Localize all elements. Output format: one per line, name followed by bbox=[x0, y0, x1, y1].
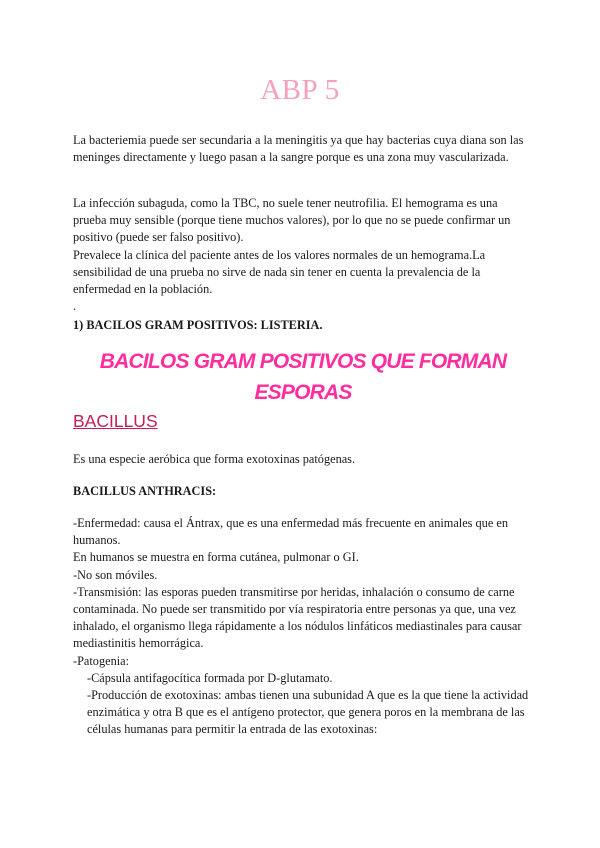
bacillus-desc-text: Es una especie aeróbica que forma exotoxinas patógenas. bbox=[73, 452, 356, 466]
bacillus-heading: BACILLUS bbox=[73, 411, 158, 431]
anthracis-body bbox=[73, 515, 533, 739]
intro-text-3: Prevalece la clínica del paciente antes de los valores normales de un hemograma.La sensibilidad de una prueba no sirve de nada sin tener en cuenta la prevalencia de la enfermedad en la población. bbox=[73, 247, 486, 297]
document-title: ABP 5 bbox=[260, 74, 340, 106]
heading-listeria: 1) BACILOS GRAM POSITIVOS: LISTERIA. bbox=[73, 318, 323, 333]
anthracis-transmision: -Transmisión: las esporas pueden transmitirse por heridas, inhalación o consumo de carne contaminada. No puede ser transmitido por vía respiratoria entre personas ya que, una vez inhalado, el organismo llega rápidamente a los nódulos linfáticos mediastinales para causar mediastinitis hemorrágica. bbox=[73, 584, 522, 651]
anthracis-exotoxinas: -Producción de exotoxinas: ambas tienen una subunidad A que es la que tiene la actividad enzimática y otra B que es el antígeno protector, que genera poros en la membrana de las células humanas para permitir la entrada de las exotoxinas: bbox=[87, 688, 529, 737]
section-heading-esporas: BACILOS GRAM POSITIVOS QUE FORMAN ESPORAS bbox=[99, 350, 507, 404]
intro-paragraph-1 bbox=[73, 132, 533, 166]
intro-text-1: La bacteriemia puede ser secundaria a la meningitis ya que hay bacterias cuya diana son las meninges directamente y luego pasan a la sangre porque es una zona muy vascularizada. bbox=[73, 133, 524, 165]
anthracis-heading-block bbox=[73, 483, 533, 500]
anthracis-moviles: -No son móviles. bbox=[73, 567, 158, 582]
anthracis-capsula: -Cápsula antifagocítica formada por D-glutamato. bbox=[87, 670, 333, 685]
anthracis-enfermedad: -Enfermedad: causa el Ántrax, que es una enfermedad más frecuente en animales que en humanos. bbox=[73, 516, 508, 548]
anthracis-patogenia: -Patogenia: bbox=[73, 653, 130, 668]
bacillus-description bbox=[73, 451, 533, 468]
intro-paragraph-2 bbox=[73, 195, 533, 335]
anthracis-formas: En humanos se muestra en forma cutánea, pulmonar o GI. bbox=[73, 550, 359, 565]
intro-dot: . bbox=[73, 299, 77, 314]
intro-text-2: La infección subaguda, como la TBC, no suele tener neutrofilia. El hemograma es una prueba muy sensible (porque tiene muchos valores), por lo que no se puede confirmar un positivo (puede ser falso positivo). bbox=[73, 196, 511, 245]
anthracis-heading: BACILLUS ANTHRACIS: bbox=[73, 484, 217, 498]
